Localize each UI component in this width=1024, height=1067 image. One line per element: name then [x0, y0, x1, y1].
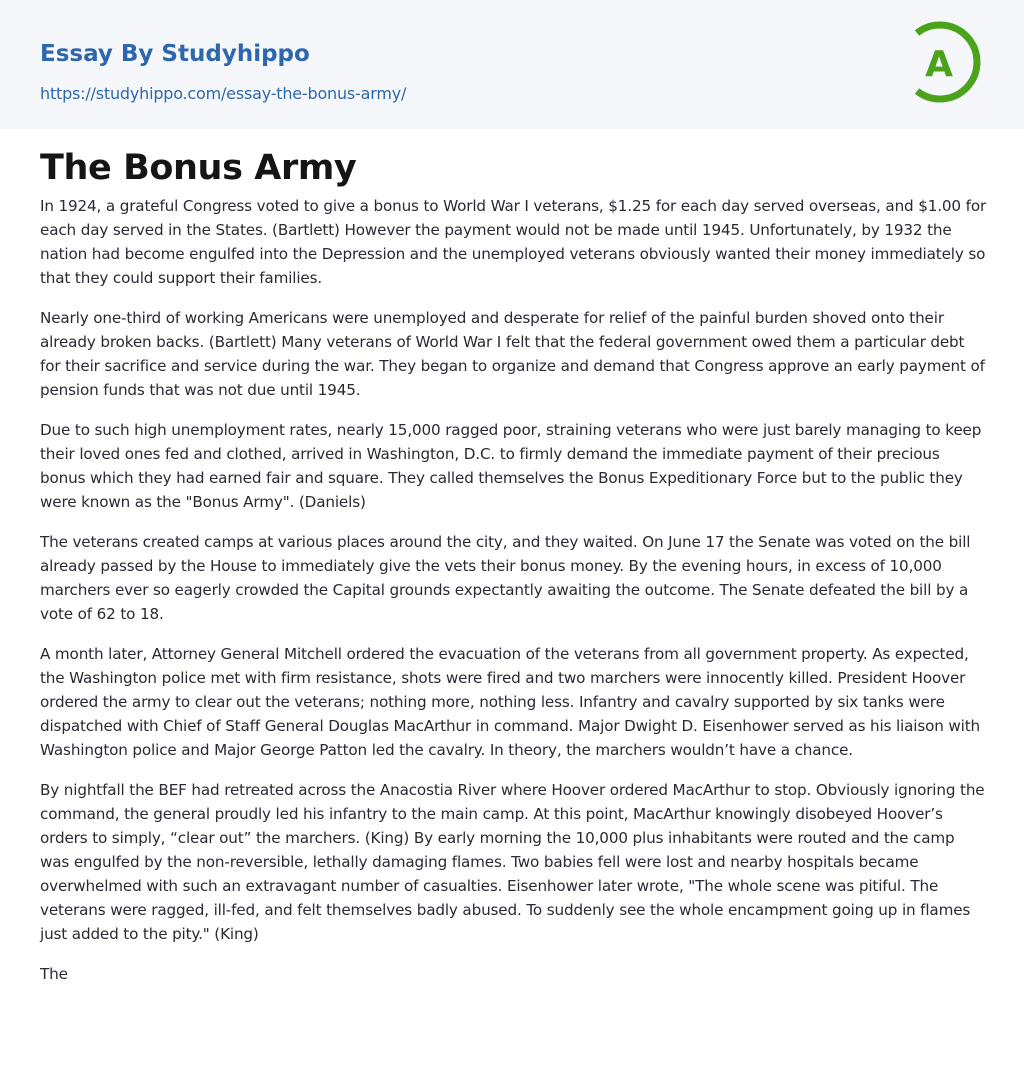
- essay-paragraph: In 1924, a grateful Congress voted to give a bonus to World War I veterans, $1.25 for each day served overseas, and $1.00 for each day served in the States. (Bartlett) However the payment would not be made until 1945. Unfortunately, by 1932 the nation had become engulfed into the Depression and the unemployed veterans obviously wanted their money immediately so that they could support their families.: [40, 197, 987, 287]
- essay-paragraph: A month later, Attorney General Mitchell ordered the evacuation of the veterans from all government property. As expected, the Washington police met with firm resistance, shots were fired and two marchers were innocently killed. President Hoover ordered the army to clear out the veterans; nothing more, nothing less. Infantry and cavalry supported by six tanks were dispatched with Chief of Staff General Douglas MacArthur in command. Major Dwight D. Eisenhower served as his liaison with Washington police and Major George Patton led the cavalry. In theory, the marchers wouldn’t have a chance.: [40, 645, 981, 759]
- essay-paragraph-truncated: The: [40, 965, 68, 983]
- logo-letter: A: [925, 44, 953, 85]
- essay-body: [40, 194, 988, 1002]
- essay-paragraph: By nightfall the BEF had retreated across the Anacostia River where Hoover ordered MacArthur to stop. Obviously ignoring the command, the general proudly led his infantry to the main camp. At this point, MacArthur knowingly disobeyed Hoover’s orders to simply, “clear out” the marchers. (King) By early morning the 10,000 plus inhabitants were routed and the camp was engulfed by the non-reversible, lethally damaging flames. Two babies fell were lost and nearby hospitals became overwhelmed with such an extravagant number of casualties. Eisenhower later wrote, "The whole scene was pitiful. The veterans were ragged, ill-fed, and felt themselves badly abused. To suddenly see the whole encampment going up in flames just added to the pity." (King): [40, 781, 985, 943]
- studyhippo-logo-icon[interactable]: [910, 18, 988, 106]
- essay-url-link[interactable]: https://studyhippo.com/essay-the-bonus-army/: [40, 84, 407, 103]
- essay-paragraph: Nearly one-third of working Americans were unemployed and desperate for relief of the painful burden shoved onto their already broken backs. (Bartlett) Many veterans of World War I felt that the federal government owed them a particular debt for their sacrifice and service during the war. They began to organize and demand that Congress approve an early payment of pension funds that was not due until 1945.: [40, 309, 985, 399]
- essay-paragraph: The veterans created camps at various places around the city, and they waited. On June 17 the Senate was voted on the bill already passed by the House to immediately give the vets their bonus money. By the evening hours, in excess of 10,000 marchers ever so eagerly crowded the Capital grounds expectantly awaiting the outcome. The Senate defeated the bill by a vote of 62 to 18.: [40, 533, 971, 623]
- brand-title: Essay By Studyhippo: [40, 41, 310, 67]
- page-title: The Bonus Army: [40, 148, 357, 188]
- essay-paragraph: Due to such high unemployment rates, nearly 15,000 ragged poor, straining veterans who were just barely managing to keep their loved ones fed and clothed, arrived in Washington, D.C. to firmly demand the immediate payment of their precious bonus which they had earned fair and square. They called themselves the Bonus Expeditionary Force but to the public they were known as the "Bonus Army". (Daniels): [40, 421, 982, 511]
